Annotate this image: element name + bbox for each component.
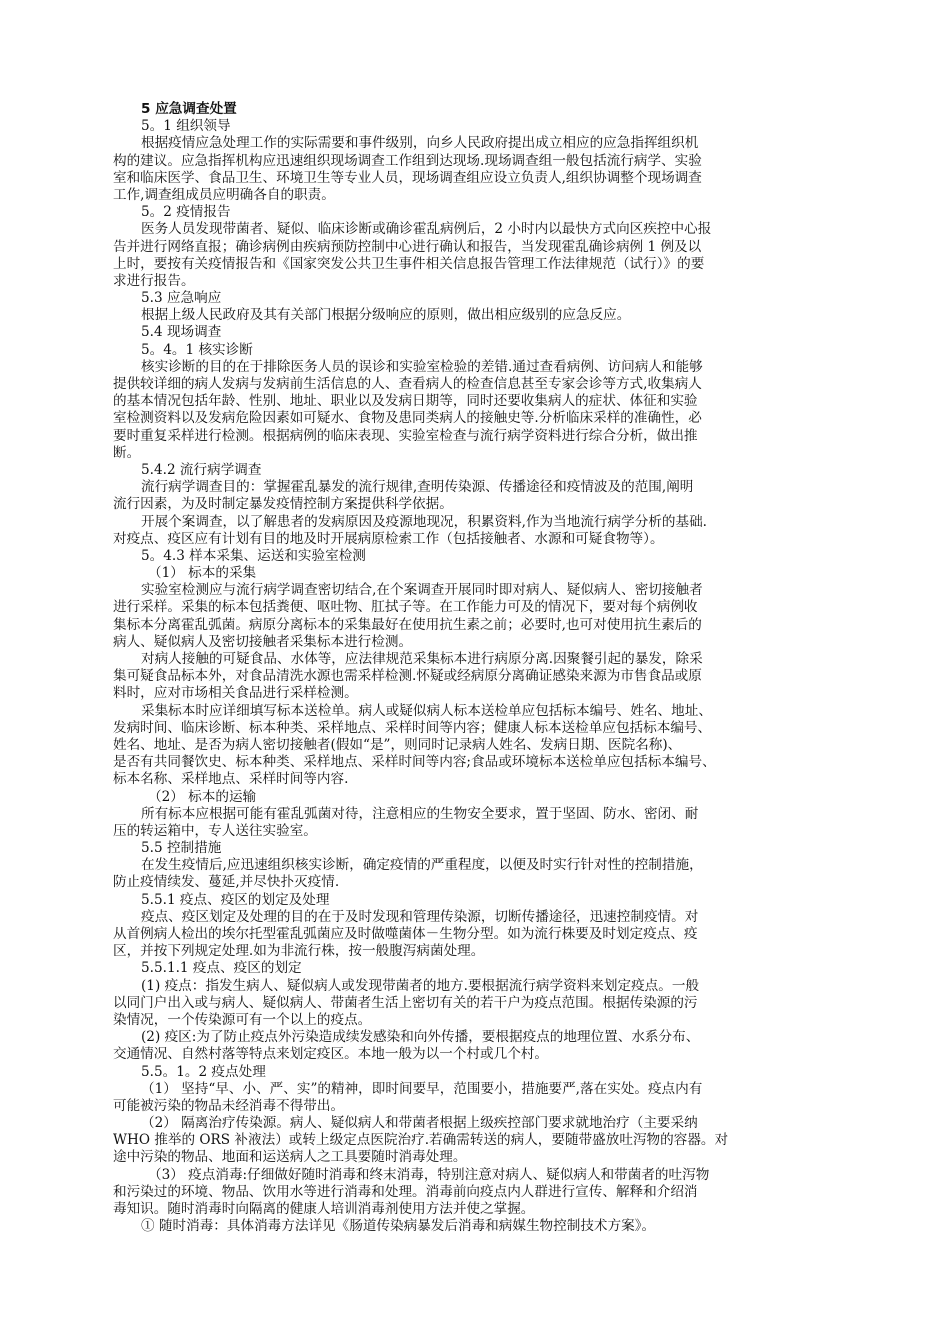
document-page [113, 101, 848, 1235]
text-line: 5.5 控制措施 [141, 840, 222, 857]
text-line: 病人、疑似病人及密切接触者采集标本进行检测。 [113, 633, 413, 650]
text-line: 从首例病人检出的埃尔托型霍乱弧菌应及时做噬菌体－生物分型。如为流行株要及时划定疫点、疫 [113, 926, 698, 942]
section-heading: 5 应急调查处置 [141, 101, 237, 117]
text-line: 构的建议。应急指挥机构应迅速组织现场调查工作组到达现场.现场调查组一般包括流行病学、实验 [113, 152, 702, 169]
text-line: 5.4.2 流行病学调查 [141, 461, 262, 478]
text-line: 在发生疫情后,应迅速组织核实诊断，确定疫情的严重程度，以便及时实行针对性的控制措施， [141, 857, 703, 874]
text-line: 标本名称、采样地点、采样时间等内容. [113, 771, 349, 788]
text-line: WHO 推举的 ORS 补液法）或转上级定点医院治疗.若确需转送的病人，要随带盛放吐泻物的容器。对 [113, 1132, 729, 1149]
text-line: 5.5.1.1 疫点、疫区的划定 [141, 960, 302, 977]
text-line: 5.5。1。2 疫点处理 [141, 1063, 266, 1080]
text-line: 5。4。1 核实诊断 [141, 341, 253, 358]
text-line: 5。1 组织领导 [141, 118, 231, 135]
text-line: 所有标本应根据可能有霍乱弧菌对待，注意相应的生物安全要求，置于坚固、防水、密闭、耐 [141, 805, 699, 822]
text-line: 毒知识。随时消毒时向隔离的健康人培训消毒剂使用方法并使之掌握。 [113, 1201, 535, 1217]
text-line: （1） 坚持“早、小、严、实”的精神，即时间要早，范围要小，措施要严,落在实处。疫点内有 [141, 1080, 703, 1097]
text-line: 提供较详细的病人发病与发病前生活信息的人、查看病人的检查信息甚至专家会诊等方式,收集病人 [113, 376, 702, 392]
text-line: 5。2 疫情报告 [141, 204, 231, 221]
text-line: 以同门户出入或与病人、疑似病人、带菌者生活上密切有关的若干户为疫点范围。根据传染源的污 [113, 994, 698, 1011]
text-line: 5.5.1 疫点、疫区的划定及处理 [141, 891, 330, 908]
text-line: 的基本情况包括年龄、性别、地址、职业以及发病日期等，同时还要收集病人的症状、体征和实验 [113, 393, 698, 410]
text-line: 交通情况、自然村落等特点来划定疫区。本地一般为以一个村或几个村。 [113, 1046, 548, 1063]
text-line: 发病时间、临床诊断、标本种类、采样地点、采样时间等内容；健康人标本送检单应包括标本编号、 [113, 719, 712, 736]
text-line: 开展个案调查，以了解患者的发病原因及疫源地现况，积累资料,作为当地流行病学分析的基础. [141, 513, 707, 530]
text-line: 集标本分离霍乱弧菌。病原分离标本的采集最好在使用抗生素之前；必要时,也可对使用抗生素后的 [113, 616, 702, 633]
text-line: 流行病学调查目的：掌握霍乱暴发的流行规律,查明传染源、传播途径和疫情波及的范围,阐明 [141, 479, 694, 496]
text-line: 室检测资料以及发病危险因素如可疑水、食物及患同类病人的接触史等.分析临床采样的准确性，必 [113, 410, 702, 427]
text-line: 断。 [113, 444, 141, 461]
text-line: 流行因素，为及时制定暴发疫情控制方案提供科学依据。 [113, 496, 453, 513]
text-line: 途中污染的物品、地面和运送病人之工具要随时消毒处理。 [113, 1149, 467, 1166]
text-line: 告并进行网络直报；确诊病例由疾病预防控制中心进行确认和报告，当发现霍乱确诊病例 1 例及以 [113, 238, 702, 255]
text-line: 核实诊断的目的在于排除医务人员的误诊和实验室检验的差错.通过查看病例、访问病人和能够 [141, 358, 703, 375]
text-line: （1） 标本的采集 [148, 565, 257, 582]
text-line: 根据上级人民政府及其有关部门根据分级响应的原则，做出相应级别的应急反应。 [141, 307, 631, 324]
text-line: （2） 隔离治疗传染源。病人、疑似病人和带菌者根据上级疾控部门要求就地治疗（主要采纳 [141, 1115, 698, 1132]
text-line: 5。4.3 样本采集、运送和实验室检测 [141, 547, 366, 564]
text-line: (1) 疫点：指发生病人、疑似病人或发现带菌者的地方.要根据流行病学资料来划定疫点。一般 [141, 977, 700, 994]
text-line: 是否有共同餐饮史、标本种类、采样地点、采样时间等内容;食品或环境标本送检单应包括标本编号、 [113, 754, 716, 771]
text-line: 采集标本时应详细填写标本送检单。病人或疑似病人标本送检单应包括标本编号、姓名、地址、 [141, 702, 712, 719]
text-line: 实验室检测应与流行病学调查密切结合,在个案调查开展同时即对病人、疑似病人、密切接触者 [141, 582, 703, 599]
text-line: 工作,调查组成员应明确各自的职责。 [113, 186, 335, 203]
text-line: （3） 疫点消毒:仔细做好随时消毒和终末消毒，特别注意对病人、疑似病人和带菌者的吐泻物 [148, 1166, 710, 1183]
text-line: （2） 标本的运输 [148, 788, 257, 805]
text-line: 对疫点、疫区应有计划有目的地及时开展病原检索工作（包括接触者、水源和可疑食物等）。 [113, 530, 664, 547]
text-line: 对病人接触的可疑食品、水体等，应法律规范采集标本进行病原分离.因聚餐引起的暴发，除采 [141, 651, 703, 667]
text-line: 料时，应对市场相关食品进行采样检测。 [113, 685, 358, 702]
text-line: 集可疑食品标本外，对食品清洗水源也需采样检测.怀疑或经病原分离确证感染来源为市售食品或原 [113, 668, 702, 685]
text-line: 医务人员发现带菌者、疑似、临床诊断或确诊霍乱病例后，2 小时内以最快方式向区疾控中心报 [141, 221, 712, 238]
text-line: 可能被污染的物品未经消毒不得带出。 [113, 1097, 345, 1114]
text-line: 防止疫情续发、蔓延,并尽快扑灭疫情. [113, 874, 340, 891]
text-line: 压的转运箱中，专人送往实验室。 [113, 822, 317, 839]
text-line: 5.4 现场调查 [141, 324, 222, 341]
text-line: 和污染过的环境、物品、饮用水等进行消毒和处理。消毒前向疫点内人群进行宣传、解释和介绍消 [113, 1183, 698, 1200]
text-line: 区，并按下列规定处理.如为非流行株，按一般腹泻病菌处理。 [113, 943, 485, 960]
text-line: (2) 疫区:为了防止疫点外污染造成续发感染和向外传播，要根据疫点的地理位置、水系分布、 [141, 1029, 700, 1046]
text-line: 进行采样。采集的标本包括粪便、呕吐物、肛拭子等。在工作能力可及的情况下，要对每个病例收 [113, 599, 698, 616]
text-line: ① 随时消毒：具体消毒方法详见《肠道传染病暴发后消毒和病媒生物控制技术方案》。 [141, 1218, 656, 1235]
text-line: 染情况，一个传染源可有一个以上的疫点。 [113, 1011, 372, 1028]
text-line: 根据疫情应急处理工作的实际需要和事件级别，向乡人民政府提出成立相应的应急指挥组织机 [141, 135, 699, 152]
text-line: 要时重复采样进行检测。根据病例的临床表现、实验室检查与流行病学资料进行综合分析，做出推 [113, 427, 698, 444]
text-line: 上时，要按有关疫情报告和《国家突发公共卫生事件相关信息报告管理工作法律规范（试行）》的要 [113, 255, 705, 272]
text-line: 姓名、地址、是否为病人密切接触者(假如“是”，则同时记录病人姓名、发病日期、医院名称)、 [113, 736, 682, 753]
text-line: 室和临床医学、食品卫生、环境卫生等专业人员，现场调查组应设立负责人,组织协调整个现场调查 [113, 169, 702, 186]
text-line: 5.3 应急响应 [141, 290, 222, 307]
text-line: 疫点、疫区划定及处理的目的在于及时发现和管理传染源，切断传播途径，迅速控制疫情。对 [141, 908, 699, 925]
text-line: 求进行报告。 [113, 272, 195, 289]
